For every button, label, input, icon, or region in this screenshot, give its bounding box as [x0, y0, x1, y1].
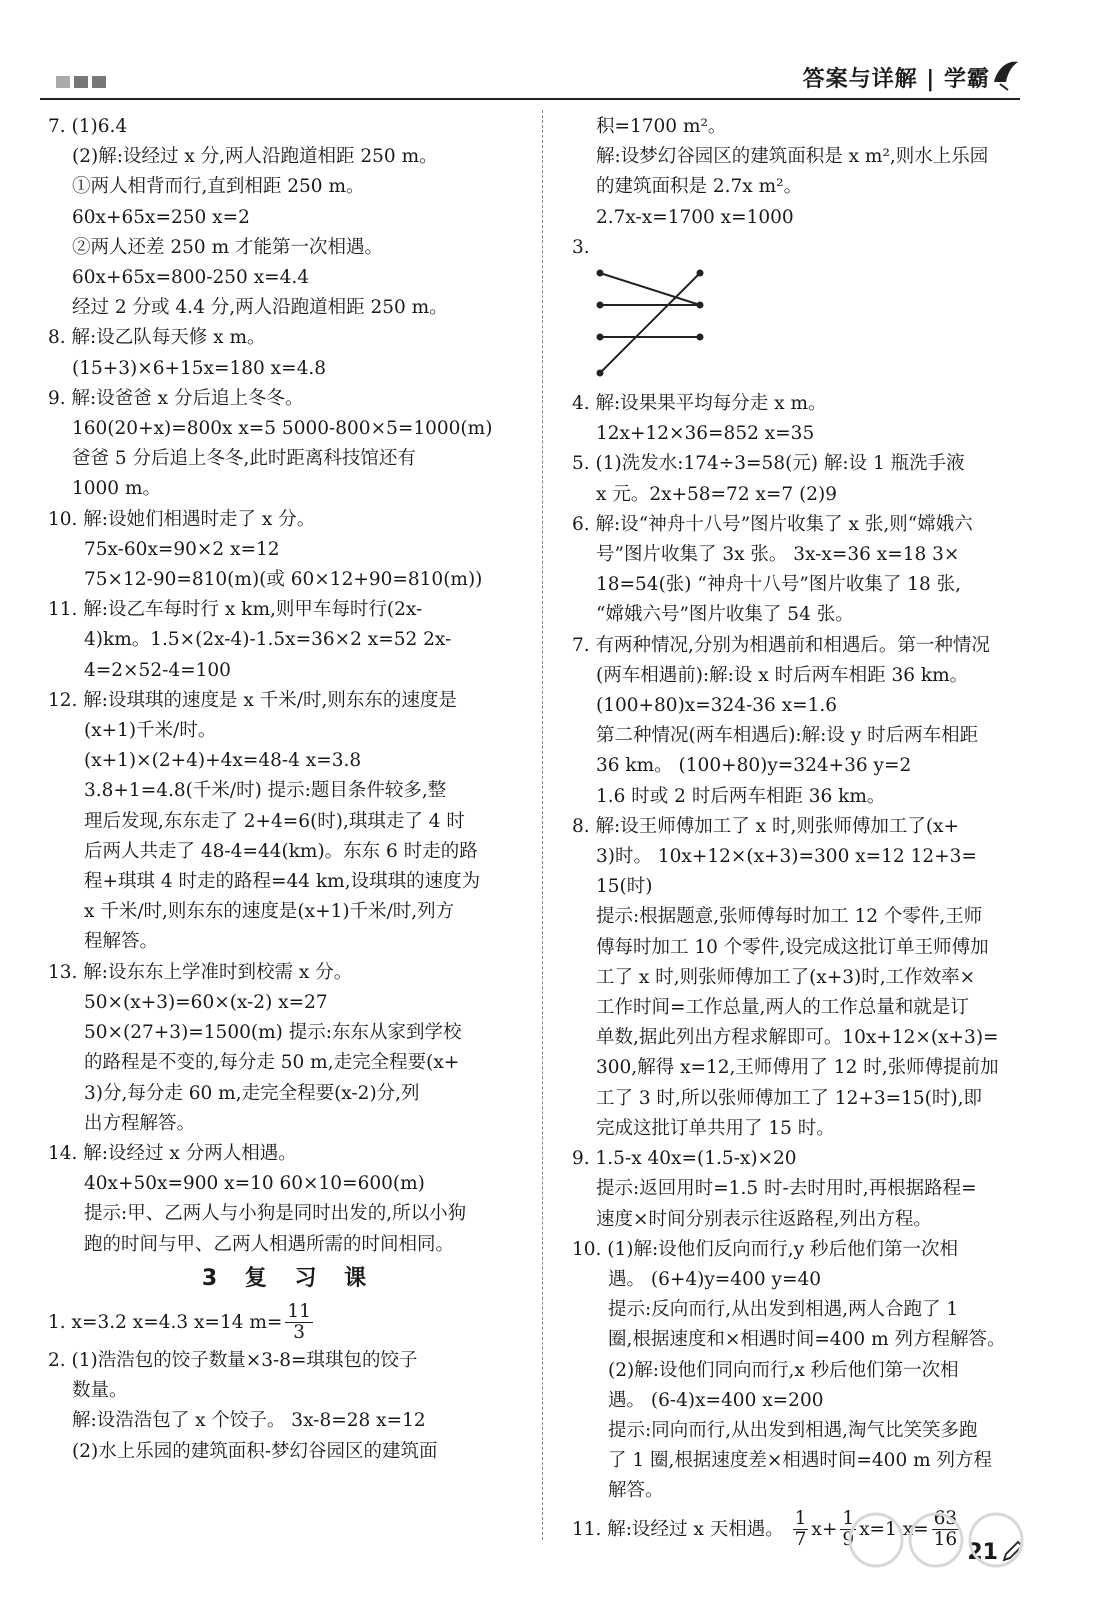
text-line: 12. 解:设琪琪的速度是 x 千米/时,则东东的速度是: [48, 689, 457, 711]
section-heading: 3 复 习 课: [201, 1265, 377, 1291]
text-line: 3.: [572, 236, 590, 258]
text-line: 4=2×52-4=100: [84, 659, 231, 681]
text-line: ②两人还差 250 m 才能第一次相遇。: [72, 236, 383, 258]
text-line: 4)km。1.5×(2x-4)-1.5x=36×2 x=52 2x-: [84, 629, 452, 651]
text-line: 提示:根据题意,张师傅每时加工 12 个零件,王师: [596, 906, 983, 928]
text-line: 3)时。 10x+12×(x+3)=300 x=12 12+3=: [596, 846, 977, 868]
watermark-icon: [836, 1500, 1056, 1590]
text-line: (15+3)×6+15x=180 x=4.8: [72, 357, 327, 379]
text-line: 跑的时间与甲、乙两人相遇所需的时间相同。: [84, 1233, 455, 1255]
text-line: 后两人共走了 48-4=44(km)。东东 6 时走的路: [84, 840, 478, 862]
header-title: 答案与详解 | 学霸: [802, 67, 990, 92]
text-line: (x+1)千米/时。: [84, 720, 217, 742]
text-line: 遇。 (6-4)x=400 x=200: [608, 1389, 824, 1411]
text-line: 36 km。 (100+80)y=324+36 y=2: [596, 755, 912, 777]
text-line: 18=54(张) “神舟十八号”图片收集了 18 张,: [596, 574, 961, 596]
text-line: 圈,根据速度和×相遇时间=400 m 列方程解答。: [608, 1329, 1006, 1351]
fraction: $\frac{11}{3}$: [287, 1301, 311, 1344]
text-line: 14. 解:设经过 x 分两人相遇。: [48, 1142, 297, 1164]
connector-dot: [697, 270, 704, 277]
text-line: 9. 解:设爸爸 x 分后追上冬冬。: [48, 387, 304, 409]
page-number: 21: [967, 1540, 998, 1565]
text-line: 15(时): [596, 876, 653, 898]
text-line: 遇。 (6+4)y=400 y=40: [608, 1268, 821, 1290]
text-line: 1. x=3.2 x=4.3 x=14 m= $\frac{11}{3}$: [48, 1301, 311, 1344]
connector-dot: [597, 270, 604, 277]
text-line: 爸爸 5 分后追上冬冬,此时距离科技馆还有: [72, 448, 416, 470]
text-line: 完成这批订单共用了 15 时。: [596, 1117, 835, 1139]
text-line: 解:设浩浩包了 x 个饺子。 3x-8=28 x=12: [72, 1410, 426, 1432]
text-line: 7. (1)6.4: [48, 116, 128, 137]
text-line: 11. 解:设经过 x 天相遇。 $\frac{1}{7}$ x+ $\frac{1}{9}$ x=1 x= $\frac{63}{16}$: [572, 1508, 958, 1551]
page-header: [40, 62, 1020, 100]
text-line: 工作时间=工作总量,两人的工作总量和就是订: [596, 997, 969, 1019]
text-line: (100+80)x=324-36 x=1.6: [596, 695, 838, 717]
text-line: 12x+12×36=852 x=35: [596, 423, 815, 445]
text-line: 经过 2 分或 4.4 分,两人沿跑道相距 250 m。: [72, 297, 448, 319]
text-line: 的路程是不变的,每分走 50 m,走完全程要(x+: [84, 1052, 460, 1074]
text-line: x 元。2x+58=72 x=7 (2)9: [596, 483, 838, 505]
text-line: 4. 解:设果果平均每分走 x m。: [572, 393, 827, 415]
text-line: 1.6 时或 2 时后两车相距 36 km。: [596, 785, 886, 807]
text-line: (2)解:设经过 x 分,两人沿跑道相距 250 m。: [72, 146, 438, 168]
text-line: 75×12-90=810(m)(或 60×12+90=810(m)): [84, 569, 483, 591]
connector-dot: [697, 302, 704, 309]
text-line: 傅每时加工 10 个零件,设完成这批订单王师傅加: [596, 936, 989, 958]
text-line: “嫦娥六号”图片收集了 54 张。: [596, 604, 854, 626]
fraction: $\frac{1}{9}$: [842, 1508, 855, 1551]
matching-diagram: [592, 265, 712, 385]
text-line: (2)水上乐园的建筑面积-梦幻谷园区的建筑面: [72, 1440, 438, 1462]
text-line: x 千米/时,则东东的速度是(x+1)千米/时,列方: [84, 901, 455, 923]
text-line: 解:设梦幻谷园区的建筑面积是 x m²,则水上乐园: [596, 146, 989, 168]
text-line: 60x+65x=800-250 x=4.4: [72, 267, 310, 289]
fraction: $\frac{1}{7}$: [794, 1508, 807, 1551]
text-line: 了 1 圈,根据速度差×相遇时间=400 m 列方程: [608, 1450, 993, 1472]
text-line: 出方程解答。: [84, 1112, 196, 1134]
text-line: 5. (1)洗发水:174÷3=58(元) 解:设 1 瓶洗手液: [572, 453, 965, 475]
fraction: $\frac{63}{16}$: [933, 1508, 958, 1551]
connector-dot: [597, 302, 604, 309]
text-line: 50×(27+3)=1500(m) 提示:东东从家到学校: [84, 1022, 462, 1044]
text-line: 解答。: [608, 1480, 664, 1502]
text-line: 50×(x+3)=60×(x-2) x=27: [84, 991, 328, 1013]
connector-dot: [597, 370, 604, 377]
connector-dot: [597, 334, 604, 341]
text-line: 提示:反向而行,从出发到相遇,两人合跑了 1: [608, 1299, 959, 1321]
text-line: 300,解得 x=12,王师傅用了 12 时,张师傅提前加: [596, 1057, 999, 1079]
text-line: ①两人相背而行,直到相距 250 m。: [72, 176, 365, 198]
text-line: 10. (1)解:设他们反向而行,y 秒后他们第一次相: [572, 1238, 958, 1260]
text-line: 提示:同向而行,从出发到相遇,淘气比笑笑多跑: [608, 1419, 978, 1441]
header-marks: [56, 76, 106, 88]
text-line: 8. 解:设王师傅加工了 x 时,则张师傅加工了(x+: [572, 815, 959, 837]
text-line: 的建筑面积是 2.7x m²。: [596, 176, 803, 198]
text-line: 数量。: [72, 1380, 128, 1402]
right-column: [572, 112, 1032, 1553]
connector-dot: [697, 334, 704, 341]
text-line: 13. 解:设东东上学准时到校需 x 分。: [48, 961, 353, 983]
text-line: 60x+65x=250 x=2: [72, 206, 250, 228]
text-line: 1000 m。: [72, 478, 162, 500]
text-line: 2.7x-x=1700 x=1000: [596, 206, 794, 228]
text-line: 10. 解:设她们相遇时走了 x 分。: [48, 508, 316, 530]
text-line: 号”图片收集了 3x 张。 3x-x=36 x=18 3×: [596, 544, 960, 566]
text-line: 6. 解:设“神舟十八号”图片收集了 x 张,则“嫦娥六: [572, 513, 973, 535]
text-line: 提示:甲、乙两人与小狗是同时出发的,所以小狗: [84, 1203, 467, 1225]
left-column: [48, 112, 530, 1467]
text-line: 工了 x 时,则张师傅加工了(x+3)时,工作效率×: [596, 966, 976, 988]
text-line: 单数,据此列出方程求解即可。10x+12×(x+3)=: [596, 1027, 999, 1049]
text-line: 程解答。: [84, 931, 159, 953]
text-line: 工了 3 时,所以张师傅加工了 12+3=15(时),即: [596, 1087, 982, 1109]
text-line: 提示:返回用时=1.5 时-去时用时,再根据路程=: [596, 1178, 977, 1200]
text-line: 积=1700 m²。: [596, 116, 727, 137]
text-line: 速度×时间分别表示往返路程,列出方程。: [596, 1208, 932, 1230]
text-line: 程+琪琪 4 时走的路程=44 km,设琪琪的速度为: [84, 871, 481, 893]
text-line: 3.8+1=4.8(千米/时) 提示:题目条件较多,整: [84, 780, 447, 802]
text-line: 7. 有两种情况,分别为相遇前和相遇后。第一种情况: [572, 634, 990, 656]
text-line: (2)解:设他们同向而行,x 秒后他们第一次相: [608, 1359, 959, 1381]
text-line: (x+1)×(2+4)+4x=48-4 x=3.8: [84, 750, 362, 772]
text-line: 2. (1)浩浩包的饺子数量×3-8=琪琪包的饺子: [48, 1349, 418, 1371]
column-divider: [542, 110, 543, 1540]
text-line: (两车相遇前):解:设 x 时后两车相距 36 km。: [596, 664, 969, 686]
text-line: 9. 1.5-x 40x=(1.5-x)×20: [572, 1148, 797, 1170]
text-line: 11. 解:设乙车每时行 x km,则甲车每时行(2x-: [48, 599, 423, 621]
text-line: 3)分,每分走 60 m,走完全程要(x-2)分,列: [84, 1082, 420, 1104]
text-line: 40x+50x=900 x=10 60×10=600(m): [84, 1173, 425, 1195]
text-line: 8. 解:设乙队每天修 x m。: [48, 327, 266, 349]
bird-logo-icon: [990, 56, 1020, 92]
text-line: 160(20+x)=800x x=5 5000-800×5=1000(m): [72, 418, 493, 440]
text-line: 75x-60x=90×2 x=12: [84, 538, 280, 560]
text-line: 理后发现,东东走了 2+4=6(时),琪琪走了 4 时: [84, 810, 465, 832]
text-line: 第二种情况(两车相遇后):解:设 y 时后两车相距: [596, 725, 979, 747]
